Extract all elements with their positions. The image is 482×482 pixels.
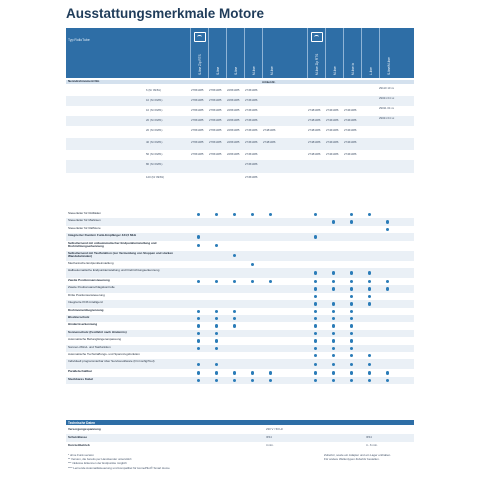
tech-heading bbox=[66, 420, 414, 425]
article-number: 27651085 bbox=[209, 140, 222, 144]
article-number: 27461086 bbox=[344, 152, 357, 156]
article-number: 27481086 bbox=[263, 140, 276, 144]
feature-row bbox=[66, 315, 414, 322]
feature-dot-icon bbox=[368, 379, 371, 382]
column-header-label: S-line bbox=[234, 66, 238, 75]
feature-dot-icon bbox=[332, 280, 335, 283]
column-header bbox=[325, 28, 344, 78]
section-nenn-label: Nenndrehmoment Nm bbox=[68, 79, 100, 84]
feature-dot-icon bbox=[368, 295, 371, 298]
footnote: *** inklusive Erkennen der Endpunkte möglich bbox=[68, 461, 127, 466]
feature-dot-icon bbox=[332, 347, 335, 350]
column-header-label: M-line bbox=[333, 66, 337, 75]
feature-dot-icon bbox=[233, 254, 236, 257]
feature-dot-icon bbox=[386, 371, 389, 374]
column-header-label: S-line/M-line bbox=[387, 57, 391, 75]
feature-dot-icon bbox=[197, 332, 200, 335]
table-row bbox=[66, 116, 414, 126]
feature-dot-icon bbox=[215, 310, 218, 313]
feature-dot-icon bbox=[314, 347, 317, 350]
feature-label: Steuerleiter für Rollläden bbox=[68, 211, 102, 215]
feature-dot-icon bbox=[251, 371, 254, 374]
feature-dot-icon bbox=[233, 317, 236, 320]
feature-label: Selbstlernend mit vollautomatischer Endpunkteinstellung und Drehrichtungserkennung bbox=[68, 240, 157, 248]
feature-label: Individuell programmierbar über Servicesoftware (IO-Config/Tool) bbox=[68, 359, 155, 364]
footnote-right: Für andere Wellentypen Zubehör bestellen. bbox=[324, 457, 380, 462]
feature-row bbox=[66, 308, 414, 315]
feature-dot-icon bbox=[350, 302, 353, 305]
feature-dot-icon bbox=[197, 363, 200, 366]
feature-dot-icon bbox=[332, 371, 335, 374]
feature-label: Sonnenschutz (Festfahrt nach Hindernis) bbox=[68, 329, 127, 334]
article-number: 27461086 bbox=[344, 118, 357, 122]
article-number: 27651085 bbox=[191, 140, 204, 144]
feature-dot-icon bbox=[314, 363, 317, 366]
column-header-label: M-line Zip RTS bbox=[315, 53, 319, 75]
feature-dot-icon bbox=[215, 332, 218, 335]
article-number: 27451086 bbox=[245, 108, 258, 112]
tech-value: 4 min. bbox=[266, 443, 274, 447]
article-number: 27451086 bbox=[245, 118, 258, 122]
article-number: 27451086 bbox=[245, 152, 258, 156]
feature-dot-icon bbox=[332, 302, 335, 305]
feature-dot-icon bbox=[233, 379, 236, 382]
article-number: 27651085 bbox=[209, 118, 222, 122]
feature-dot-icon bbox=[368, 354, 371, 357]
feature-dot-icon bbox=[314, 332, 317, 335]
column-header-label: S-line Zip RTS bbox=[198, 54, 202, 75]
article-number: 22651085 bbox=[227, 98, 240, 102]
feature-dot-icon bbox=[368, 302, 371, 305]
footnote: * ohne Funk-version bbox=[68, 453, 94, 457]
feature-dot-icon bbox=[215, 371, 218, 374]
feature-dot-icon bbox=[386, 220, 389, 223]
article-number: 22651085 bbox=[227, 108, 240, 112]
article-number: 22651085 bbox=[227, 152, 240, 156]
nm-label: 10 (Nr 09/81) bbox=[146, 108, 163, 112]
feature-dot-icon bbox=[314, 317, 317, 320]
feature-dot-icon bbox=[197, 324, 200, 327]
feature-dot-icon bbox=[215, 280, 218, 283]
feature-dot-icon bbox=[332, 324, 335, 327]
feature-dot-icon bbox=[350, 324, 353, 327]
footnote: ** Version, die bereits per Handsender unterstützt bbox=[68, 457, 132, 462]
feature-row bbox=[66, 369, 414, 376]
feature-dot-icon bbox=[332, 332, 335, 335]
feature-dot-icon bbox=[350, 213, 353, 216]
footnote-right: Zubehör, sowie ein Adapter und ein Lager enthalten. bbox=[324, 453, 392, 457]
feature-dot-icon bbox=[314, 310, 317, 313]
feature-dot-icon bbox=[368, 363, 371, 366]
feature-dot-icon bbox=[215, 363, 218, 366]
feature-dot-icon bbox=[314, 354, 317, 357]
article-number: 22651085 bbox=[227, 118, 240, 122]
nm-label: 20 (Nr 09/81) bbox=[146, 128, 163, 132]
feature-dot-icon bbox=[314, 324, 317, 327]
feature-dot-icon bbox=[215, 379, 218, 382]
feature-dot-icon bbox=[368, 287, 371, 290]
feature-row bbox=[66, 261, 414, 268]
artikel-label: Artikel-Nr. bbox=[262, 79, 276, 84]
article-number: 27451086 bbox=[245, 88, 258, 92]
article-number: 27481086 bbox=[263, 128, 276, 132]
article-number: 27481086 bbox=[308, 108, 321, 112]
feature-label: Blockierschutz bbox=[68, 315, 90, 319]
article-number: 27651085 bbox=[191, 108, 204, 112]
feature-dot-icon bbox=[314, 379, 317, 382]
article-number: 29011 04 xx bbox=[379, 106, 395, 110]
article-number: 27451086 bbox=[245, 98, 258, 102]
feature-dot-icon bbox=[215, 213, 218, 216]
nm-label: 40 (Nr 09/81) bbox=[146, 140, 163, 144]
column-header-label: L-line bbox=[369, 67, 373, 75]
article-number: 27651085 bbox=[209, 108, 222, 112]
feature-dot-icon bbox=[251, 280, 254, 283]
feature-dot-icon bbox=[350, 220, 353, 223]
feature-dot-icon bbox=[350, 317, 353, 320]
article-number: 29021 04 xx bbox=[379, 116, 395, 120]
feature-dot-icon bbox=[350, 371, 353, 374]
feature-dot-icon bbox=[215, 244, 218, 247]
nm-label: 20 (Nr 09/81) bbox=[146, 118, 163, 122]
feature-dot-icon bbox=[314, 295, 317, 298]
feature-label: Hinderniserkennung bbox=[68, 322, 98, 327]
feature-row bbox=[66, 322, 414, 329]
article-number: 27651085 bbox=[209, 152, 222, 156]
feature-dot-icon bbox=[386, 228, 389, 231]
table-row bbox=[66, 138, 414, 150]
article-number: 27651085 bbox=[209, 128, 222, 132]
feature-dot-icon bbox=[314, 213, 317, 216]
section-nenn bbox=[66, 80, 414, 84]
column-header bbox=[379, 28, 398, 78]
nm-label: 80 (Nr 09/81) bbox=[146, 162, 163, 166]
feature-dot-icon bbox=[386, 280, 389, 283]
tech-label: Versorgungsspannung bbox=[68, 427, 101, 431]
feature-row bbox=[66, 233, 414, 240]
feature-dot-icon bbox=[332, 271, 335, 274]
wifi-icon bbox=[194, 32, 206, 42]
feature-dot-icon bbox=[386, 379, 389, 382]
article-number: 27651085 bbox=[191, 118, 204, 122]
feature-dot-icon bbox=[332, 363, 335, 366]
footnote: **** Lernende Automatiksteuerung und kompatibel für HomePilot® Smart Home bbox=[68, 465, 170, 470]
feature-dot-icon bbox=[233, 310, 236, 313]
feature-row bbox=[66, 330, 414, 337]
feature-dot-icon bbox=[350, 287, 353, 290]
feature-dot-icon bbox=[233, 324, 236, 327]
feature-dot-icon bbox=[233, 213, 236, 216]
feature-dot-icon bbox=[368, 271, 371, 274]
feature-dot-icon bbox=[314, 280, 317, 283]
feature-row bbox=[66, 359, 414, 369]
feature-dot-icon bbox=[251, 263, 254, 266]
article-number: 27651085 bbox=[191, 152, 204, 156]
feature-dot-icon bbox=[251, 379, 254, 382]
feature-label: Integrierter Duofern Funk-Empfänger 434,5 MHz bbox=[68, 233, 137, 238]
feature-dot-icon bbox=[368, 213, 371, 216]
header-left-label: Typ RolloTube bbox=[68, 38, 90, 42]
feature-dot-icon bbox=[332, 310, 335, 313]
article-number: 27461086 bbox=[344, 108, 357, 112]
article-number: 27481086 bbox=[308, 152, 321, 156]
feature-label: Halbautomatische Endpunkteinstellung und Drehrichtungserkennung bbox=[68, 268, 160, 272]
feature-row bbox=[66, 211, 414, 218]
feature-dot-icon bbox=[350, 354, 353, 357]
feature-dot-icon bbox=[350, 280, 353, 283]
article-number: 27651085 bbox=[209, 98, 222, 102]
article-number: 27461086 bbox=[344, 140, 357, 144]
feature-dot-icon bbox=[197, 244, 200, 247]
table-row bbox=[66, 106, 414, 116]
article-number: 29110 10 xx bbox=[379, 86, 395, 90]
article-number: 22651085 bbox=[227, 88, 240, 92]
nm-label: 6 (Nr 09/81) bbox=[146, 88, 161, 92]
table-row bbox=[66, 160, 414, 173]
feature-label: Selbstlernend mit Tastfunktion (zur Vermeidung von Stoppen und starken Wandabständen) bbox=[68, 250, 173, 258]
feature-dot-icon bbox=[332, 220, 335, 223]
feature-label: Integrierte KNX-Intelligenz bbox=[68, 300, 104, 305]
article-number: 27481086 bbox=[308, 128, 321, 132]
article-number: 27651085 bbox=[191, 98, 204, 102]
feature-dot-icon bbox=[197, 213, 200, 216]
tech-row bbox=[66, 426, 414, 434]
table-row bbox=[66, 150, 414, 160]
column-header-label: M-line io bbox=[351, 62, 355, 75]
article-number: 27651085 bbox=[191, 128, 204, 132]
feature-dot-icon bbox=[314, 235, 317, 238]
feature-dot-icon bbox=[233, 280, 236, 283]
wifi-icon bbox=[311, 32, 323, 42]
feature-label: Sonnen-/Wind- und Tastfunktion bbox=[68, 344, 111, 349]
feature-dot-icon bbox=[197, 235, 200, 238]
feature-row bbox=[66, 278, 414, 285]
tech-label: Schutzklasse bbox=[68, 435, 88, 439]
feature-dot-icon bbox=[386, 287, 389, 290]
tech-value: IP44 bbox=[266, 435, 272, 439]
nm-label: 10 (Nr 09/81) bbox=[146, 98, 163, 102]
feature-dot-icon bbox=[350, 295, 353, 298]
column-header bbox=[208, 28, 227, 78]
feature-sheet bbox=[66, 0, 414, 482]
feature-dot-icon bbox=[197, 339, 200, 342]
feature-label: Drehmomentbegrenzung bbox=[68, 307, 104, 312]
feature-row bbox=[66, 226, 414, 233]
feature-dot-icon bbox=[314, 302, 317, 305]
tech-value: 4 - 6 min. bbox=[366, 443, 378, 447]
article-number: 27461086 bbox=[326, 152, 339, 156]
article-number: 27451086 bbox=[245, 162, 258, 166]
column-header bbox=[343, 28, 362, 78]
feature-row bbox=[66, 352, 414, 359]
article-number: 27451086 bbox=[245, 140, 258, 144]
article-number: 27461086 bbox=[326, 128, 339, 132]
nm-label: 50 (Nr 09/81) bbox=[146, 152, 163, 156]
table-row bbox=[66, 173, 414, 186]
column-header-label: M-line bbox=[270, 66, 274, 75]
feature-label: Steuerleiter für Raffstore bbox=[68, 225, 101, 230]
feature-dot-icon bbox=[197, 310, 200, 313]
feature-row bbox=[66, 377, 414, 384]
feature-dot-icon bbox=[314, 339, 317, 342]
feature-dot-icon bbox=[314, 271, 317, 274]
article-number: 27651085 bbox=[191, 88, 204, 92]
feature-row bbox=[66, 300, 414, 307]
feature-dot-icon bbox=[215, 317, 218, 320]
feature-dot-icon bbox=[269, 213, 272, 216]
feature-label: Parallelschaltbar bbox=[68, 369, 93, 374]
tech-heading-label: Technische Daten bbox=[68, 421, 96, 425]
tech-value: 230 V / 50 Hz bbox=[266, 427, 283, 431]
feature-row bbox=[66, 218, 414, 225]
feature-dot-icon bbox=[215, 347, 218, 350]
feature-row bbox=[66, 268, 414, 278]
feature-dot-icon bbox=[215, 339, 218, 342]
feature-row bbox=[66, 345, 414, 352]
feature-label: Dritte Positionsansteuerung bbox=[68, 292, 105, 297]
article-number: 27481086 bbox=[308, 140, 321, 144]
nm-label: 120 (Nr 09/81) bbox=[146, 175, 165, 179]
feature-row bbox=[66, 337, 414, 344]
column-header bbox=[226, 28, 245, 78]
feature-label: Automatische Tuchstraffungs- und Spannzugsfunktion bbox=[68, 352, 140, 356]
article-number: 27451086 bbox=[245, 128, 258, 132]
feature-dot-icon bbox=[269, 379, 272, 382]
tech-label: Kurzzeitbetrieb bbox=[68, 443, 90, 447]
feature-dot-icon bbox=[368, 371, 371, 374]
feature-dot-icon bbox=[269, 371, 272, 374]
feature-dot-icon bbox=[332, 354, 335, 357]
feature-label: Steckbares Kabel bbox=[68, 376, 94, 381]
article-number: 27461086 bbox=[326, 118, 339, 122]
feature-dot-icon bbox=[233, 371, 236, 374]
feature-dot-icon bbox=[350, 332, 353, 335]
column-header-label: M-line bbox=[252, 66, 256, 75]
table-row bbox=[66, 96, 414, 106]
feature-label: Automatische Behanglängenanpassung bbox=[68, 337, 122, 342]
feature-row bbox=[66, 293, 414, 300]
feature-dot-icon bbox=[251, 213, 254, 216]
feature-row bbox=[66, 285, 414, 292]
article-number: 27481086 bbox=[308, 118, 321, 122]
feature-dot-icon bbox=[350, 339, 353, 342]
tech-value: IP44 bbox=[366, 435, 372, 439]
column-header-label: S-line bbox=[216, 66, 220, 75]
article-number: 27461086 bbox=[326, 140, 339, 144]
feature-dot-icon bbox=[197, 347, 200, 350]
tech-row bbox=[66, 434, 414, 442]
page-title: Ausstattungsmerkmale Motore bbox=[66, 6, 265, 21]
feature-dot-icon bbox=[350, 379, 353, 382]
feature-dot-icon bbox=[332, 287, 335, 290]
feature-dot-icon bbox=[350, 347, 353, 350]
column-header bbox=[361, 28, 380, 78]
feature-row bbox=[66, 241, 414, 251]
article-number: 22651085 bbox=[227, 128, 240, 132]
feature-dot-icon bbox=[332, 317, 335, 320]
tech-row bbox=[66, 442, 414, 450]
feature-label: Steuerleiter für Markisen bbox=[68, 218, 101, 223]
feature-label: Mechanische Endpunkteinstellung bbox=[68, 260, 114, 265]
feature-dot-icon bbox=[197, 317, 200, 320]
feature-dot-icon bbox=[350, 363, 353, 366]
feature-dot-icon bbox=[197, 379, 200, 382]
feature-dot-icon bbox=[197, 371, 200, 374]
feature-label: Zweite Positionsansteuerung bbox=[68, 278, 110, 282]
table-row bbox=[66, 86, 414, 96]
column-header bbox=[262, 28, 281, 78]
feature-dot-icon bbox=[368, 280, 371, 283]
feature-dot-icon bbox=[314, 287, 317, 290]
feature-dot-icon bbox=[350, 271, 353, 274]
feature-dot-icon bbox=[215, 324, 218, 327]
article-number: 27461086 bbox=[326, 108, 339, 112]
article-number: 29021 04 xx bbox=[379, 96, 395, 100]
feature-dot-icon bbox=[332, 339, 335, 342]
article-number: 27451086 bbox=[245, 175, 258, 179]
column-header bbox=[244, 28, 263, 78]
feature-dot-icon bbox=[269, 280, 272, 283]
article-number: 27651085 bbox=[209, 88, 222, 92]
feature-dot-icon bbox=[197, 280, 200, 283]
feature-dot-icon bbox=[350, 310, 353, 313]
article-number: 27461086 bbox=[344, 128, 357, 132]
table-row bbox=[66, 126, 414, 138]
feature-dot-icon bbox=[332, 379, 335, 382]
feature-label: Zweite Positionsanschlagskontrolle bbox=[68, 285, 115, 290]
feature-dot-icon bbox=[314, 371, 317, 374]
feature-row bbox=[66, 251, 414, 261]
article-number: 22651085 bbox=[227, 140, 240, 144]
